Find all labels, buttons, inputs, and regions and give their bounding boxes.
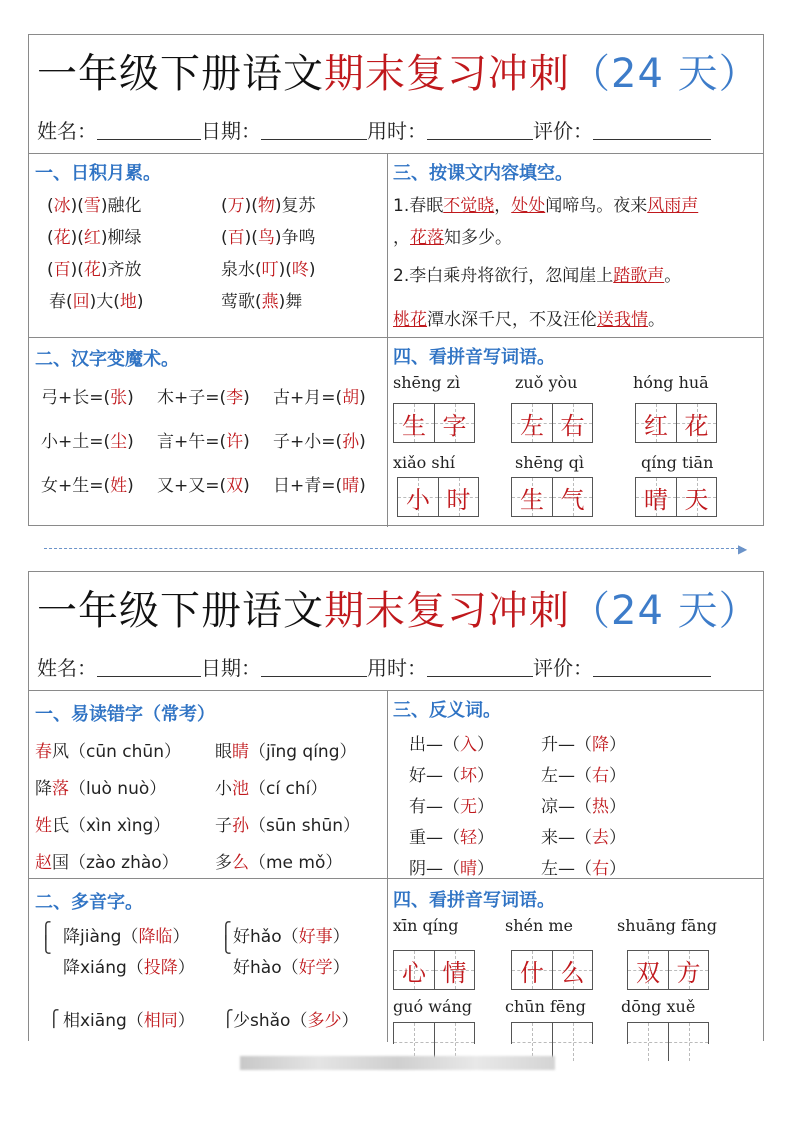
divider <box>29 878 763 879</box>
poem-line: 桃花潭水深千尺，不及汪伦送我情。 <box>393 310 665 330</box>
pinyin-label: zuǒ yòu <box>515 373 578 392</box>
grid-cell <box>552 1023 592 1061</box>
antonym-item: 凉—（热） <box>541 797 626 817</box>
grid-cell: 生 <box>512 478 552 516</box>
name-label: 姓名： <box>37 656 97 680</box>
polyphone-item: 好hǎo（好事） <box>233 927 350 947</box>
writing-grid <box>635 403 717 443</box>
misread-item: 子孙（sūn shūn） <box>215 816 360 836</box>
antonym-item: 好—（坏） <box>409 766 494 786</box>
pinyin-label: hóng huā <box>633 373 709 392</box>
eval-blank[interactable] <box>593 119 711 140</box>
pinyin-label: qíng tiān <box>641 453 714 472</box>
misread-item: 眼睛（jīng qíng） <box>215 742 357 762</box>
worksheet-2 <box>28 571 764 1041</box>
name-label: 姓名： <box>37 119 97 143</box>
info-row <box>37 654 711 682</box>
char-math-item: 女+生=(姓) <box>41 476 134 496</box>
writing-grid <box>511 1022 593 1044</box>
grid-cell: 生 <box>394 404 434 442</box>
date-label: 日期： <box>201 119 261 143</box>
writing-grid <box>393 950 475 990</box>
section-heading: 一、日积月累。 <box>35 163 161 184</box>
section-heading: 二、汉字变魔术。 <box>35 349 179 370</box>
grid-cell: 心 <box>394 951 434 989</box>
grid-cell: 天 <box>676 478 716 516</box>
polyphone-item: 降jiàng（降临） <box>63 927 190 947</box>
section-heading: 二、多音字。 <box>35 892 143 913</box>
name-blank[interactable] <box>97 119 201 140</box>
date-label: 日期： <box>201 656 261 680</box>
writing-grid <box>627 1022 709 1044</box>
idiom-row: (百)(花)齐放 <box>47 260 142 280</box>
grid-cell: 字 <box>434 404 474 442</box>
polyphone-item: 好hào（好学） <box>233 958 350 978</box>
section-heading: 四、看拼音写词语。 <box>393 890 555 911</box>
char-math-item: 木+子=(李) <box>157 388 250 408</box>
eval-blank[interactable] <box>593 656 711 677</box>
idiom-row: (万)(物)复苏 <box>221 196 316 216</box>
char-math-item: 小+土=(尘) <box>41 432 134 452</box>
writing-grid <box>393 1022 475 1044</box>
brace-icon: ⎧ <box>223 1009 233 1028</box>
divider <box>387 153 388 527</box>
idiom-row: (百)(鸟)争鸣 <box>221 228 316 248</box>
pinyin-label: guó wáng <box>393 997 473 1016</box>
grid-cell: 右 <box>552 404 592 442</box>
grid-cell: 红 <box>636 404 676 442</box>
grid-cell: 时 <box>438 478 478 516</box>
section-heading: 三、按课文内容填空。 <box>393 163 573 184</box>
pinyin-label: xiǎo shí <box>393 453 456 472</box>
grid-cell: 方 <box>668 951 708 989</box>
char-math-item: 子+小=(孙) <box>273 432 366 452</box>
poem-line: 1.春眠不觉晓，处处闻啼鸟。夜来风雨声 <box>393 196 699 216</box>
grid-cell: 晴 <box>636 478 676 516</box>
divider <box>387 690 388 1042</box>
brace-icon: ⎧ ⎩ <box>41 921 51 954</box>
pinyin-label: xīn qíng <box>393 916 459 935</box>
misread-item: 赵国（zào zhào） <box>35 853 179 873</box>
misread-item: 多么（me mǒ） <box>215 853 343 873</box>
divider <box>29 153 763 154</box>
idiom-row: 泉水(叮)(咚) <box>221 260 316 280</box>
grid-cell: 小 <box>398 478 438 516</box>
pinyin-label: shēng qì <box>515 453 584 472</box>
grid-cell: 花 <box>676 404 716 442</box>
idiom-row: 莺歌(燕)舞 <box>221 292 303 312</box>
divider <box>29 337 763 338</box>
polyphone-item: 降xiáng（投降） <box>63 958 195 978</box>
writing-grid <box>635 477 717 517</box>
misread-item: 小池（cí chí） <box>215 779 328 799</box>
antonym-item: 来—（去） <box>541 828 626 848</box>
grid-cell: 什 <box>512 951 552 989</box>
idiom-row: 春(回)大(地) <box>49 292 144 312</box>
idiom-row: (花)(红)柳绿 <box>47 228 142 248</box>
char-math-item: 言+午=(许) <box>157 432 250 452</box>
eval-label: 评价： <box>533 656 593 680</box>
poem-line: 2.李白乘舟将欲行，忽闻崖上踏歌声。 <box>393 266 682 286</box>
section-heading: 三、反义词。 <box>393 700 501 721</box>
grid-cell: 情 <box>434 951 474 989</box>
time-blank[interactable] <box>427 119 533 140</box>
brace-icon: ⎧ <box>49 1009 59 1028</box>
date-blank[interactable] <box>261 656 367 677</box>
pinyin-label: dōng xuě <box>621 997 696 1016</box>
antonym-item: 阴—（晴） <box>409 859 494 879</box>
pinyin-label: chūn fēng <box>505 997 586 1016</box>
misread-item: 春风（cūn chūn） <box>35 742 181 762</box>
writing-grid <box>511 950 593 990</box>
eval-label: 评价： <box>533 119 593 143</box>
char-math-item: 弓+长=(张) <box>41 388 134 408</box>
name-blank[interactable] <box>97 656 201 677</box>
time-blank[interactable] <box>427 656 533 677</box>
polyphone-item: 相xiāng（相同） <box>63 1011 195 1031</box>
arrow-right-icon: ▶ <box>738 542 748 556</box>
grid-cell: 气 <box>552 478 592 516</box>
char-math-item: 又+又=(双) <box>157 476 250 496</box>
grid-cell <box>628 1023 668 1061</box>
section-heading: 一、易读错字（常考） <box>35 704 215 725</box>
antonym-item: 重—（轻） <box>409 828 494 848</box>
writing-grid <box>511 477 593 517</box>
worksheet-title: 一年级下册语文期末复习冲刺（24 天） <box>37 51 760 97</box>
antonym-item: 升—（降） <box>541 735 626 755</box>
grid-cell <box>668 1023 708 1061</box>
polyphone-item: 少shǎo（多少） <box>233 1011 359 1031</box>
writing-grid <box>393 403 475 443</box>
page-separator <box>44 548 744 549</box>
watermark-footer <box>240 1056 555 1070</box>
char-math-item: 古+月=(胡) <box>273 388 366 408</box>
grid-cell: 左 <box>512 404 552 442</box>
pinyin-label: shén me <box>505 916 574 935</box>
pinyin-label: shuāng fāng <box>617 916 717 935</box>
antonym-item: 有—（无） <box>409 797 494 817</box>
grid-cell: 双 <box>628 951 668 989</box>
grid-cell: 么 <box>552 951 592 989</box>
writing-grid <box>511 403 593 443</box>
char-math-item: 日+青=(晴) <box>273 476 366 496</box>
misread-item: 降落（luò nuò） <box>35 779 167 799</box>
writing-grid <box>627 950 709 990</box>
poem-line: ，花落知多少。 <box>393 228 512 248</box>
time-label: 用时： <box>367 119 427 143</box>
antonym-item: 左—（右） <box>541 859 626 879</box>
pinyin-label: shēng zì <box>393 373 461 392</box>
brace-icon: ⎧ ⎩ <box>221 921 231 954</box>
divider <box>29 690 763 691</box>
date-blank[interactable] <box>261 119 367 140</box>
time-label: 用时： <box>367 656 427 680</box>
misread-item: 姓氏（xìn xìng） <box>35 816 171 836</box>
section-heading: 四、看拼音写词语。 <box>393 347 555 368</box>
writing-grid <box>397 477 479 517</box>
idiom-row: (冰)(雪)融化 <box>47 196 142 216</box>
antonym-item: 左—（右） <box>541 766 626 786</box>
worksheet-title: 一年级下册语文期末复习冲刺（24 天） <box>37 588 760 634</box>
worksheet-1 <box>28 34 764 526</box>
antonym-item: 出—（入） <box>409 735 494 755</box>
info-row <box>37 117 711 145</box>
